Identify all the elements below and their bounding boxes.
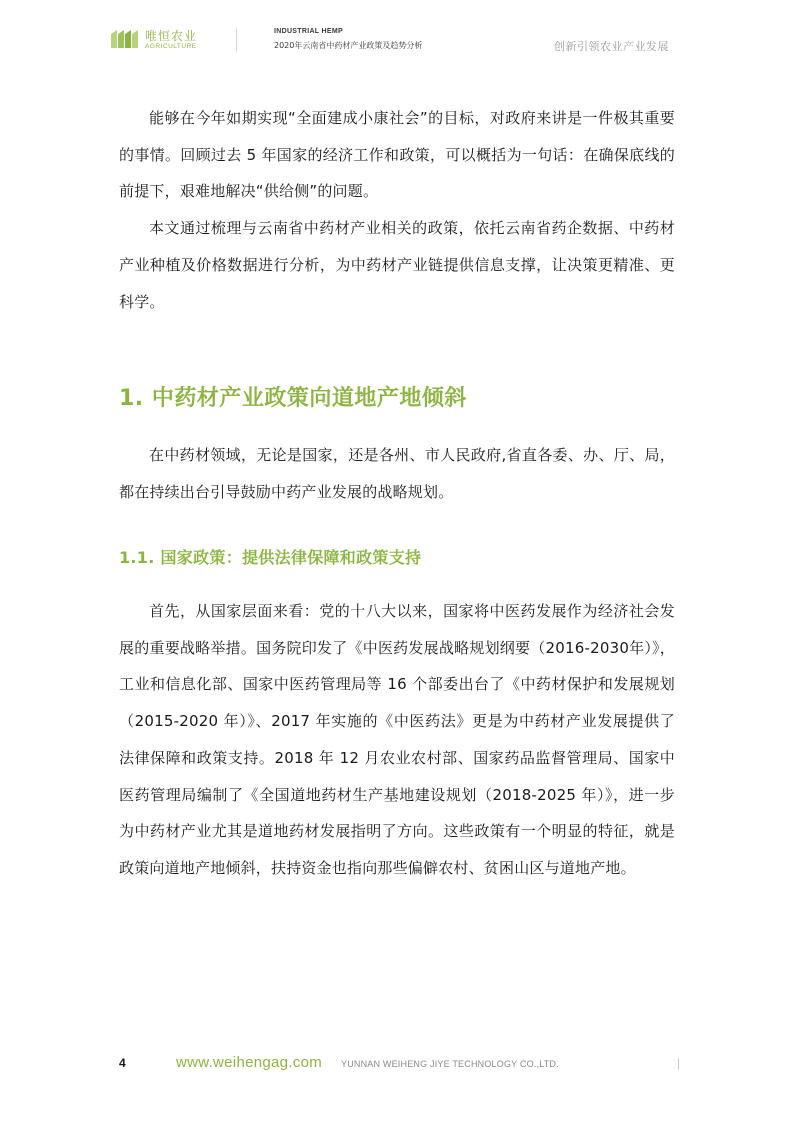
logo-english-text: AGRICULTURE — [145, 43, 197, 50]
page-footer — [0, 1050, 793, 1090]
footer-company-name: YUNNAN WEIHENG JIYE TECHNOLOGY CO.,LTD. — [341, 1059, 559, 1069]
page-header — [0, 0, 793, 70]
header-report-title: 2020年云南省中药材产业政策及趋势分析 — [274, 41, 423, 50]
section-1-1-body — [119, 593, 675, 887]
header-tag: INDUSTRIAL HEMP — [274, 28, 343, 35]
section-1-1-heading: 1.1. 国家政策：提供法律保障和政策支持 — [119, 548, 422, 567]
intro-paragraph-1: 能够在今年如期实现“全面建成小康社会”的目标，对政府来讲是一件极其重要的事情。回顾过去 5 年国家的经济工作和政策，可以概括为一句话：在确保底线的前提下，艰难地解决“供给侧”的问题。 — [119, 109, 675, 201]
logo-chinese-text: 唯恒农业 — [145, 29, 198, 43]
section-1-1-paragraph: 首先，从国家层面来看：党的十八大以来，国家将中医药发展作为经济社会发展的重要战略举措。国务院印发了《中医药发展战略规划纲要（2016-2030年）》，工业和信息化部、国家中医药管理局等 16 个部委出台了《中药材保护和发展规划（2015-2020 年）》、2017 年实施的《中医药法》更是为中药材产业发展提供了法律保障和政策支持。2018 年 12 月农业农村部、国家药品监督管理局、国家中医药管理局编制了《全国道地药材生产基地建设规划（2018-2025 年）》，进一步为中药材产业尤其是道地药材发展指明了方向。这些政策有一个明显的特征，就是政策向道地产地倾斜，扶持资金也指向那些偏僻农村、贫困山区与道地产地。 — [119, 602, 675, 877]
company-logo — [110, 26, 230, 54]
intro-section — [119, 100, 675, 320]
header-slogan: 创新引领农业产业发展 — [554, 40, 669, 53]
section-1-paragraph: 在中药材领域，无论是国家，还是各州、市人民政府,省直各委、办、厅、局，都在持续出台引导鼓励中药产业发展的战略规划。 — [119, 446, 675, 501]
section-1-heading: 1. 中药材产业政策向道地产地倾斜 — [119, 386, 467, 411]
page-number: 4 — [119, 1056, 126, 1070]
header-divider — [236, 28, 237, 52]
section-1-body — [119, 437, 675, 510]
footer-divider — [678, 1058, 679, 1070]
intro-paragraph-2: 本文通过梳理与云南省中药材产业相关的政策，依托云南省药企数据、中药材产业种植及价格数据进行分析，为中药材产业链提供信息支撑，让决策更精准、更科学。 — [119, 219, 675, 311]
logo-mark-icon — [110, 28, 140, 50]
footer-website-link[interactable]: www.weihengag.com — [176, 1054, 323, 1071]
